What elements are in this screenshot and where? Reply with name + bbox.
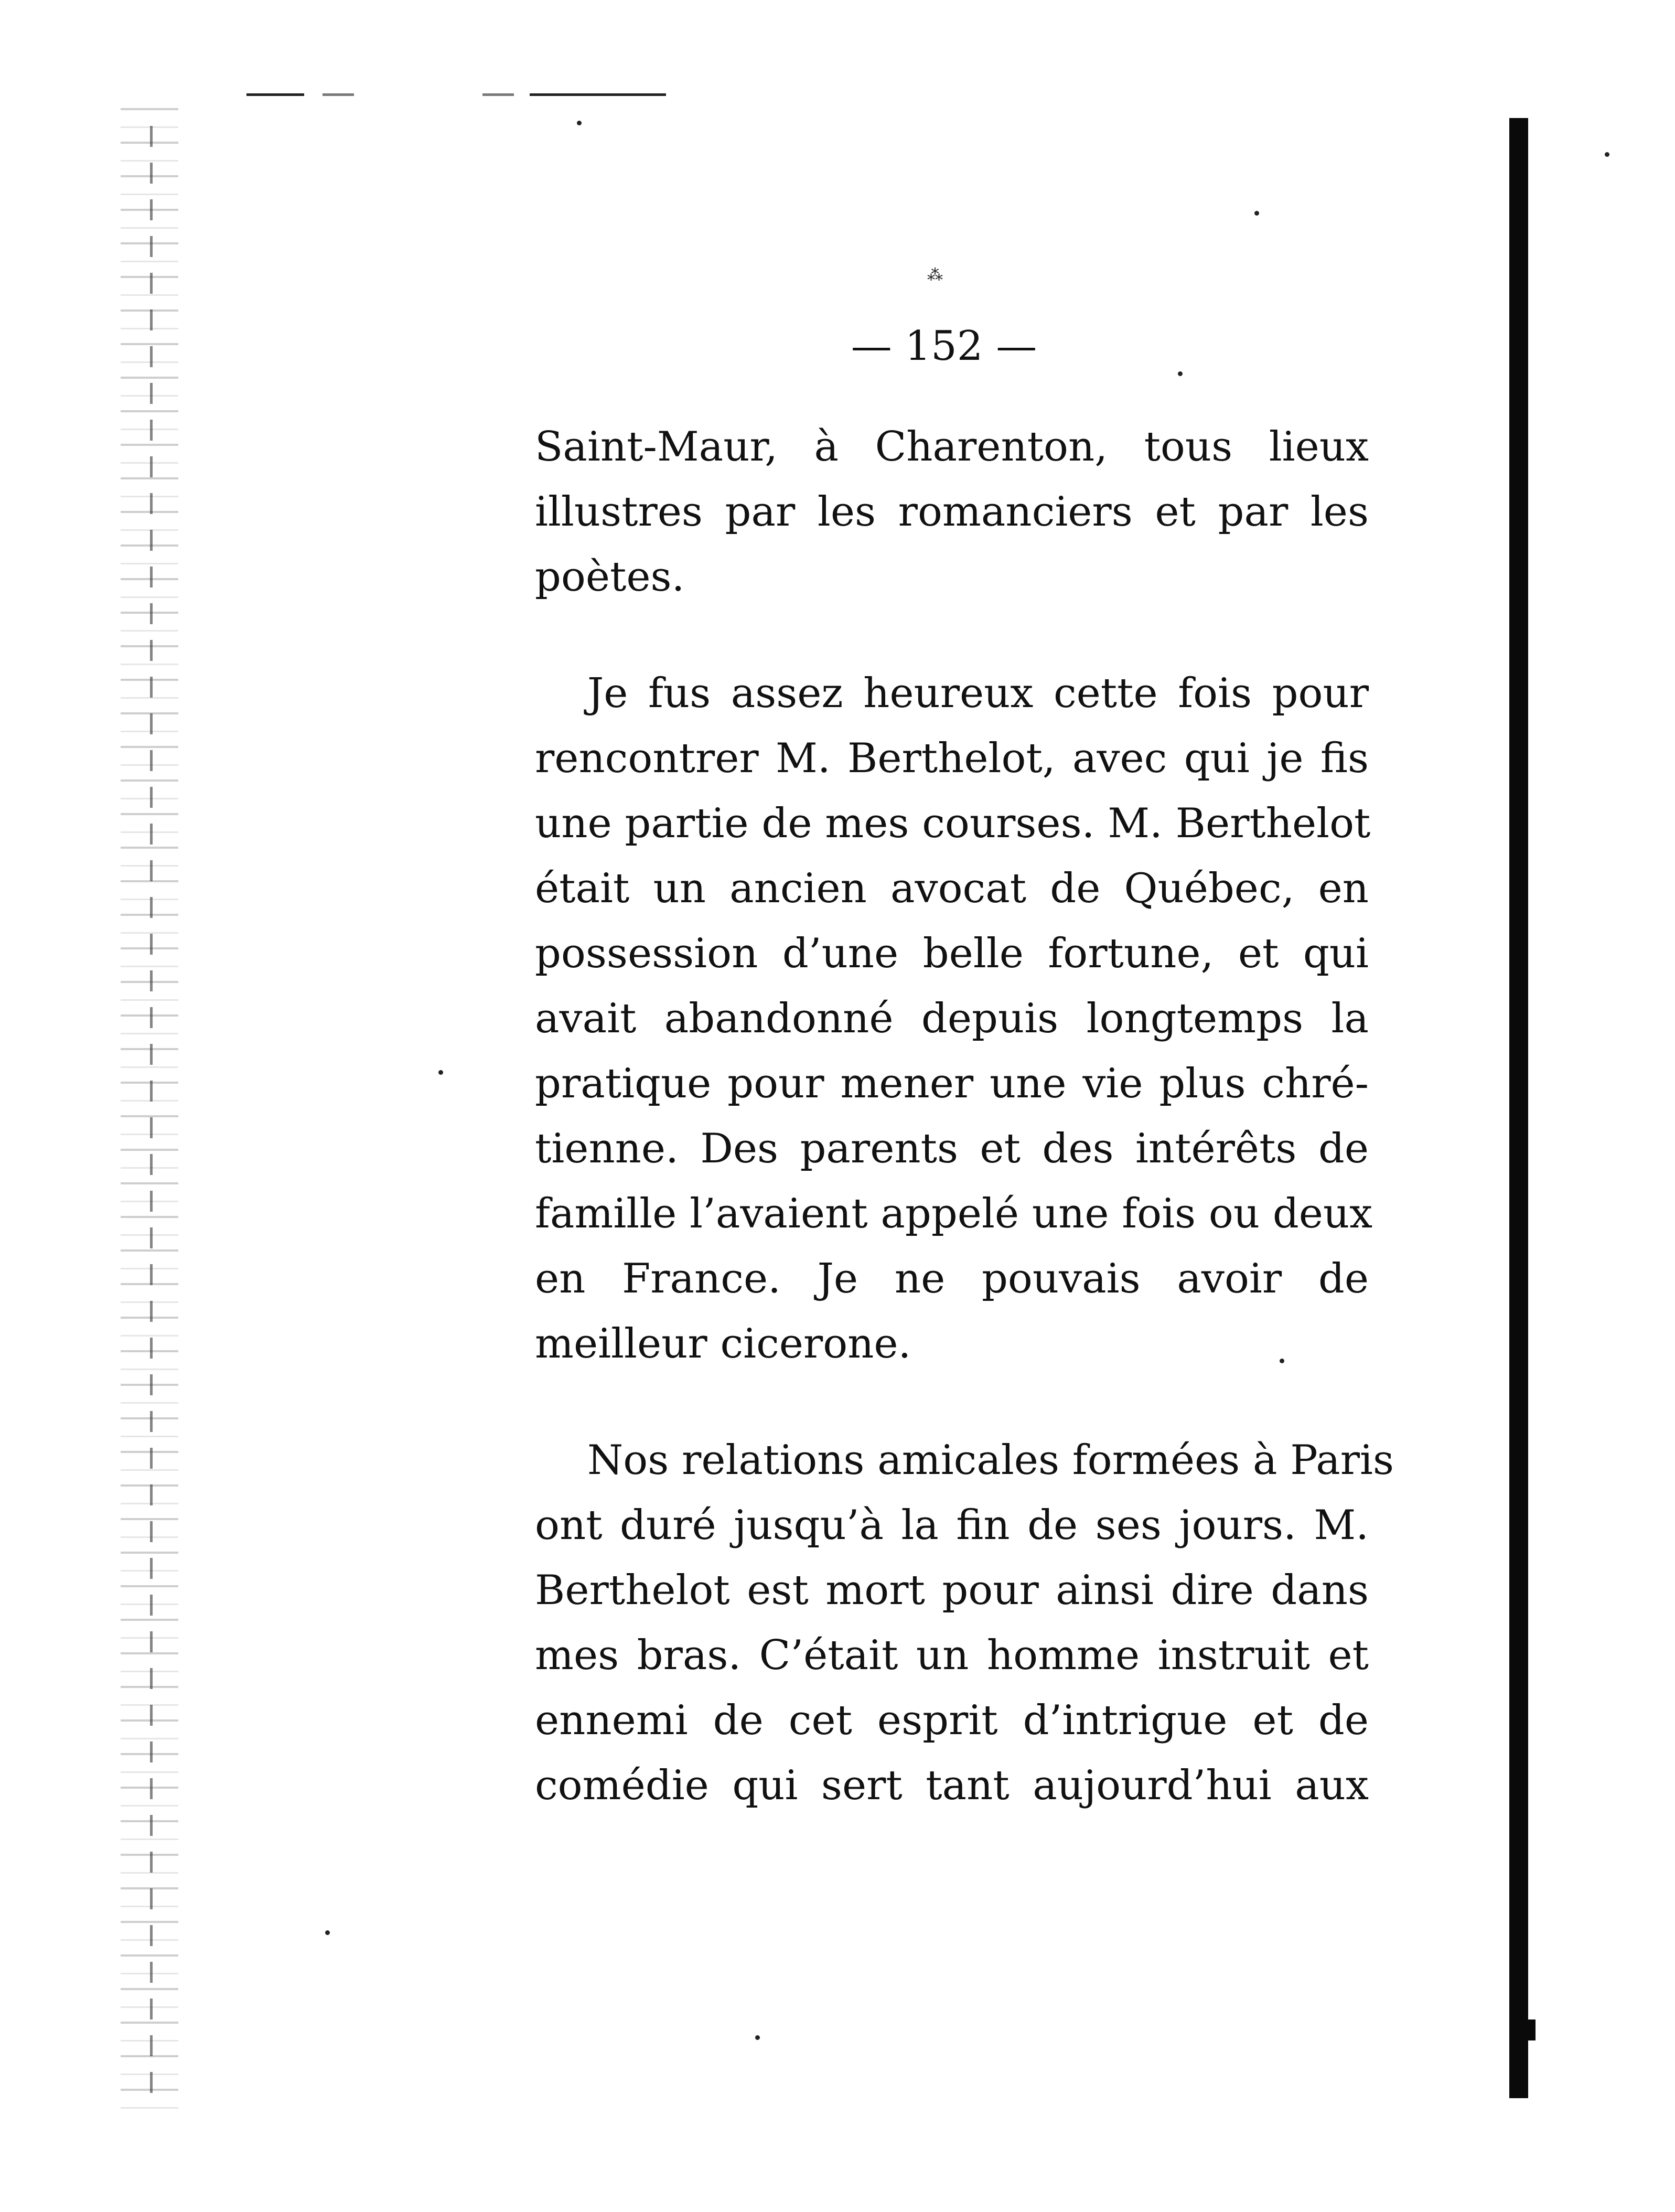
paragraph-gap <box>535 610 1369 661</box>
scan-speck <box>325 1930 330 1935</box>
scan-speck <box>1178 371 1183 376</box>
text-line: Saint-Maur, à Charenton, tous lieux <box>535 423 1369 471</box>
text-line: Nos relations amicales formées à Paris <box>587 1437 1394 1484</box>
text-line: avait abandonné depuis longtemps la <box>535 995 1369 1042</box>
scan-speck <box>577 121 582 125</box>
scan-speck <box>1605 152 1609 157</box>
page-number: — 152 — <box>851 323 1037 370</box>
text-line: en France. Je ne pouvais avoir de <box>535 1255 1369 1302</box>
top-rule-segment <box>482 93 514 96</box>
scan-speck <box>755 2035 760 2040</box>
text-line: ont duré jusqu’à la fin de ses jours. M. <box>535 1502 1369 1549</box>
text-line: rencontrer M. Berthelot, avec qui je fis <box>535 735 1369 782</box>
text-line: famille l’avaient appelé une fois ou deux <box>535 1190 1373 1237</box>
text-line: comédie qui sert tant aujourd’hui aux <box>535 1762 1369 1809</box>
text-line: pratique pour mener une vie plus chré- <box>535 1060 1369 1107</box>
text-line: possession d’une belle fortune, et qui <box>535 930 1369 977</box>
text-line: meilleur cicerone. <box>535 1320 911 1367</box>
text-line: Berthelot est mort pour ainsi dire dans <box>535 1567 1369 1614</box>
top-rule-segment <box>246 93 304 96</box>
scan-edge-noise <box>121 94 178 2114</box>
text-line: poètes. <box>535 553 685 601</box>
scan-speck <box>1254 211 1259 216</box>
body-text <box>535 414 1394 1818</box>
text-line: était un ancien avocat de Québec, en <box>535 865 1369 912</box>
text-line: ennemi de cet esprit d’intrigue et de <box>535 1697 1369 1744</box>
binding-shadow-bar <box>1509 118 1528 2098</box>
ornament-mark: ⁂ <box>927 266 943 284</box>
binding-shadow-notch <box>1527 2019 1536 2040</box>
text-line: une partie de mes courses. M. Berthelot <box>535 800 1371 847</box>
top-rule-segment <box>530 93 666 96</box>
scan-speck <box>438 1070 443 1075</box>
text-line: Je fus assez heureux cette fois pour <box>587 670 1369 717</box>
scan-edge-line <box>150 126 153 2103</box>
paragraph-gap <box>535 1376 1369 1428</box>
top-rule-segment <box>323 93 354 96</box>
text-line: mes bras. C’était un homme instruit et <box>535 1632 1369 1679</box>
text-line: tienne. Des parents et des intérêts de <box>535 1125 1369 1172</box>
text-line: illustres par les romanciers et par les <box>535 488 1369 536</box>
